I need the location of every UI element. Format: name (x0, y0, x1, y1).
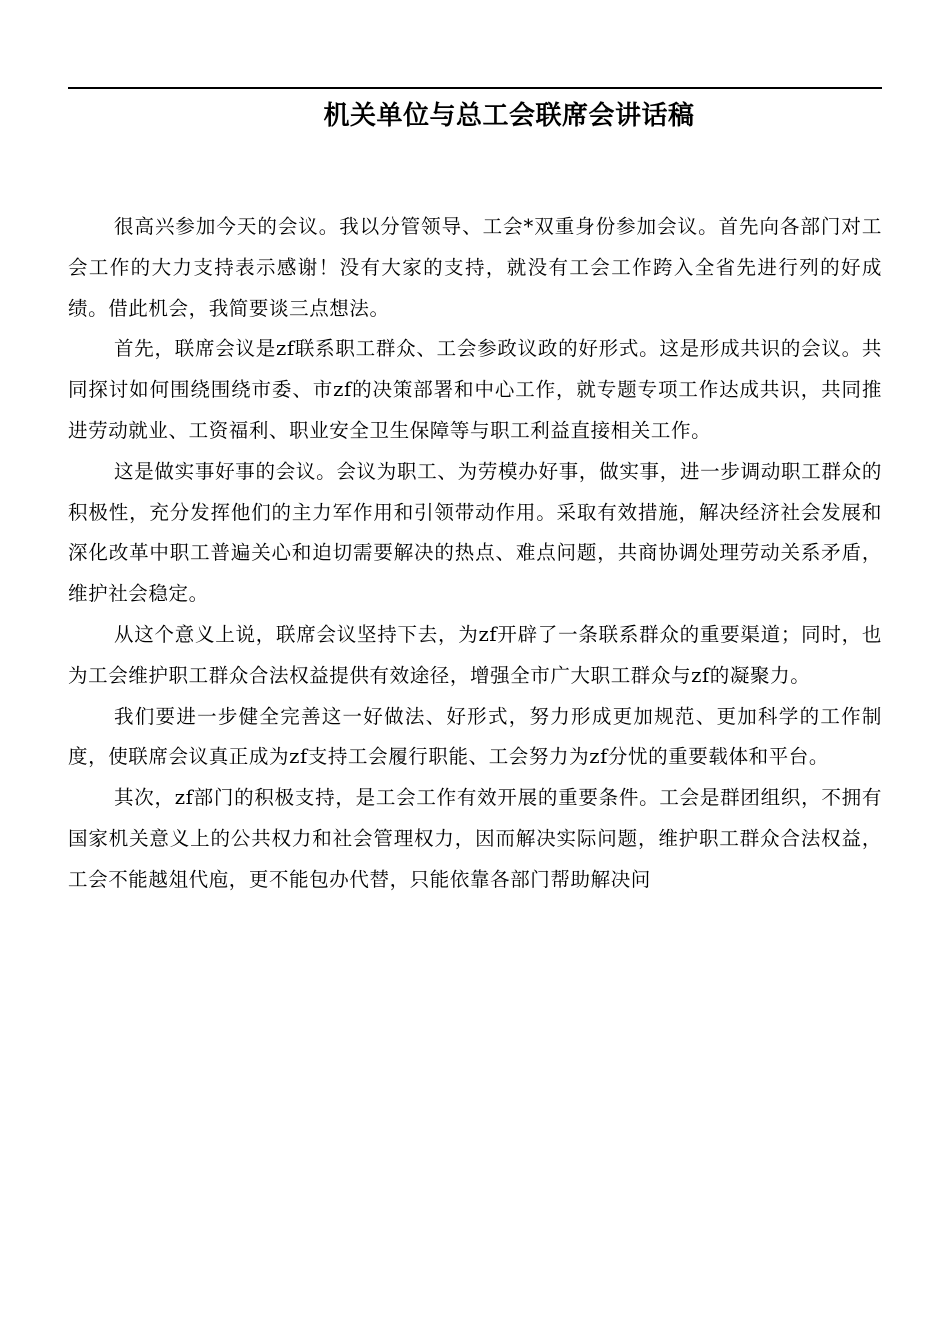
document-title: 机关单位与总工会联席会讲话稿 (323, 101, 695, 131)
paragraph: 这是做实事好事的会议。会议为职工、为劳模办好事，做实事，进一步调动职工群众的积极性，充分发挥他们的主力军作用和引领带动作用。采取有效措施，解决经济社会发展和深化改革中职工普遍关心和迫切需要解决的热点、难点问题，共商协调处理劳动关系矛盾，维护社会稳定。 (68, 459, 882, 606)
paragraph: 我们要进一步健全完善这一好做法、好形式，努力形成更加规范、更加科学的工作制度，使联席会议真正成为zf支持工会履行职能、工会努力为zf分忧的重要载体和平台。 (68, 704, 882, 769)
paragraph: 很高兴参加今天的会议。我以分管领导、工会*双重身份参加会议。首先向各部门对工会工作的大力支持表示感谢！没有大家的支持，就没有工会工作跨入全省先进行列的好成绩。借此机会，我简要谈三点想法。 (68, 215, 882, 320)
document-body (68, 207, 882, 901)
paragraph: 从这个意义上说，联席会议坚持下去，为zf开辟了一条联系群众的重要渠道；同时，也为工会维护职工群众合法权益提供有效途径，增强全市广大职工群众与zf的凝聚力。 (68, 622, 882, 687)
header-rule (68, 87, 882, 89)
paragraph: 其次，zf部门的积极支持，是工会工作有效开展的重要条件。工会是群团组织，不拥有国家机关意义上的公共权力和社会管理权力，因而解决实际问题，维护职工群众合法权益，工会不能越俎代庖，更不能包办代替，只能依靠各部门帮助解决问 (68, 786, 882, 891)
paragraph: 首先，联席会议是zf联系职工群众、工会参政议政的好形式。这是形成共识的会议。共同探讨如何围绕围绕市委、市zf的决策部署和中心工作，就专题专项工作达成共识，共同推进劳动就业、工资福利、职业安全卫生保障等与职工利益直接相关工作。 (68, 337, 882, 442)
